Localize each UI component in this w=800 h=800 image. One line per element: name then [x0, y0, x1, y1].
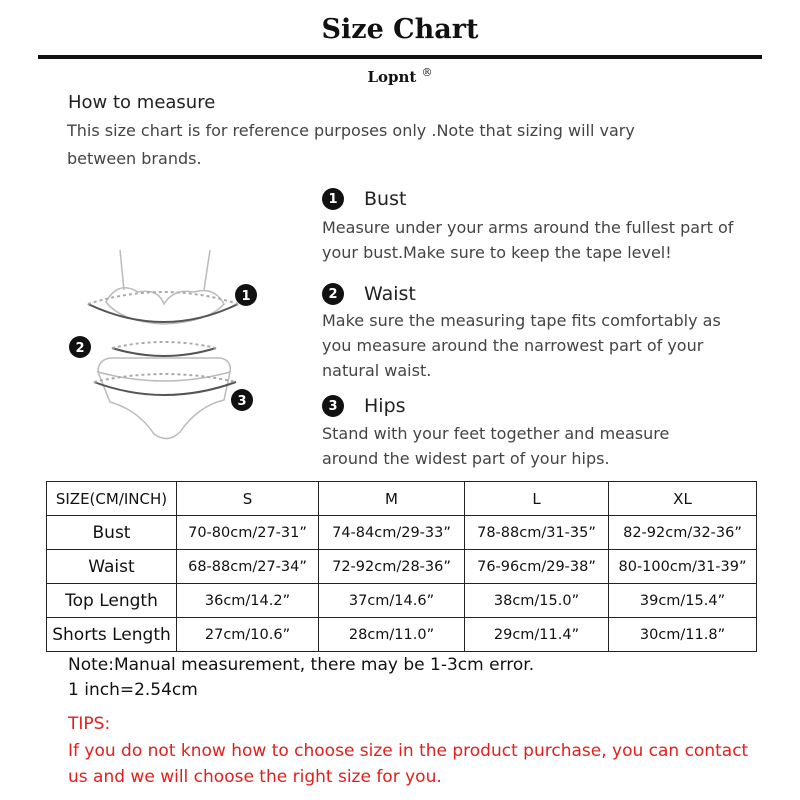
section-waist — [322, 283, 732, 383]
brand-text: Lopnt — [367, 68, 417, 86]
number-2-icon: 2 — [322, 283, 344, 305]
table-cell: 68-88cm/27-34” — [177, 550, 319, 584]
section-waist-title: Waist — [364, 283, 416, 305]
table-cell: 29cm/11.4” — [465, 618, 609, 652]
inch-conversion-note: 1 inch=2.54cm — [68, 680, 198, 700]
header-size-label: SIZE(CM/INCH) — [47, 482, 177, 516]
marker-1-icon — [235, 284, 257, 306]
table-row — [47, 618, 757, 652]
table-header-row — [47, 482, 757, 516]
tips-label: TIPS: — [68, 714, 111, 734]
header-size-s: S — [177, 482, 319, 516]
intro-text: This size chart is for reference purposes only .Note that sizing will vary between brands. — [67, 121, 635, 168]
section-hips-text: Stand with your feet together and measure around the widest part of your hips. — [322, 424, 670, 468]
svg-text:1: 1 — [241, 289, 251, 304]
title-divider — [38, 55, 762, 59]
number-1-icon: 1 — [322, 188, 344, 210]
svg-text:2: 2 — [75, 341, 85, 356]
section-bust-title: Bust — [364, 188, 407, 210]
table-row — [47, 516, 757, 550]
table-cell: 30cm/11.8” — [609, 618, 757, 652]
table-cell: 70-80cm/27-31” — [177, 516, 319, 550]
table-cell: 72-92cm/28-36” — [319, 550, 465, 584]
table-cell: 36cm/14.2” — [177, 584, 319, 618]
page-title: Size Chart — [321, 14, 479, 45]
header-size-xl: XL — [609, 482, 757, 516]
table-cell: 27cm/10.6” — [177, 618, 319, 652]
table-cell: 28cm/11.0” — [319, 618, 465, 652]
section-bust-text: Measure under your arms around the fullest part of your bust.Make sure to keep the tape level! — [322, 218, 734, 262]
table-row — [47, 584, 757, 618]
row-label: Shorts Length — [47, 618, 177, 652]
table-cell: 76-96cm/29-38” — [465, 550, 609, 584]
row-label: Bust — [47, 516, 177, 550]
marker-2-icon — [69, 336, 91, 358]
header-size-l: L — [465, 482, 609, 516]
svg-text:3: 3 — [237, 394, 247, 409]
how-to-measure-heading: How to measure — [68, 92, 216, 113]
registered-mark: ® — [421, 66, 433, 79]
table-row — [47, 550, 757, 584]
section-waist-text: Make sure the measuring tape fits comfortably as you measure around the narrowest part of your natural waist. — [322, 311, 721, 380]
header-size-m: M — [319, 482, 465, 516]
section-hips — [322, 395, 702, 471]
table-cell: 82-92cm/32-36” — [609, 516, 757, 550]
table-cell: 80-100cm/31-39” — [609, 550, 757, 584]
section-bust — [322, 188, 742, 265]
table-cell: 39cm/15.4” — [609, 584, 757, 618]
table-cell: 74-84cm/29-33” — [319, 516, 465, 550]
table-cell: 37cm/14.6” — [319, 584, 465, 618]
size-table — [46, 481, 757, 652]
tips-text: If you do not know how to choose size in the product purchase, you can contact us and we will choose the right size for you. — [68, 741, 749, 787]
row-label: Top Length — [47, 584, 177, 618]
number-3-icon: 3 — [322, 395, 344, 417]
measurement-note: Note:Manual measurement, there may be 1-3cm error. — [68, 655, 535, 675]
row-label: Waist — [47, 550, 177, 584]
marker-3-icon — [231, 389, 253, 411]
table-cell: 38cm/15.0” — [465, 584, 609, 618]
table-cell: 78-88cm/31-35” — [465, 516, 609, 550]
section-hips-title: Hips — [364, 395, 406, 417]
brand-name — [0, 66, 800, 86]
bikini-measurement-illustration — [58, 230, 288, 460]
